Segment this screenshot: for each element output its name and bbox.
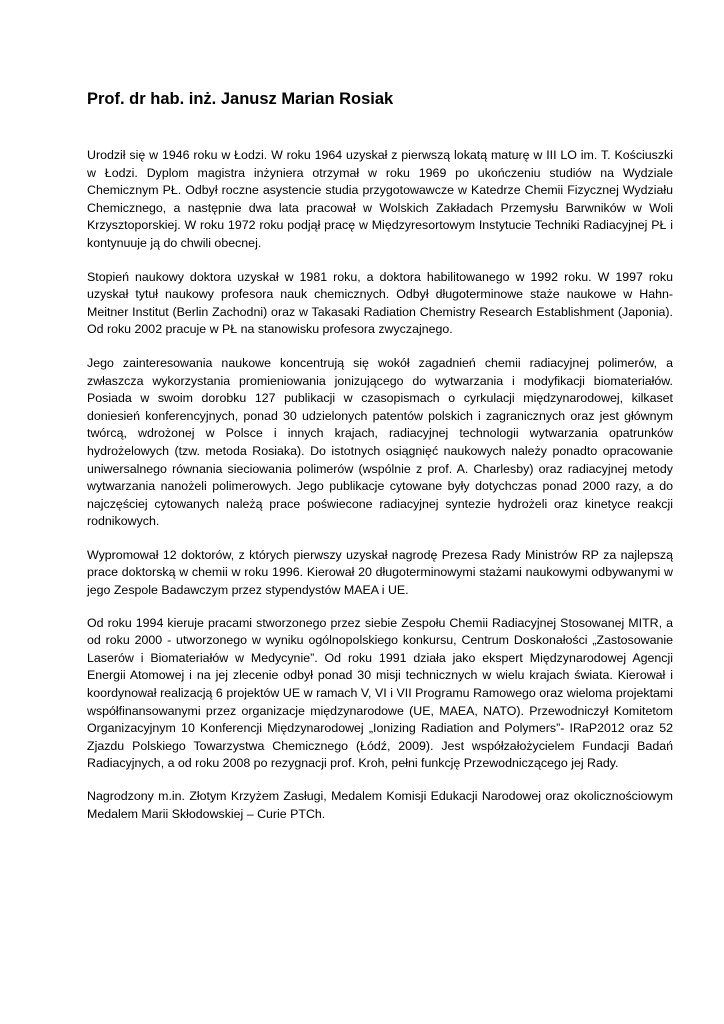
paragraph-doctoral-students: Wypromował 12 doktorów, z których pierwszy uzyskał nagrodę Prezesa Rady Ministrów RP za najlepszą prace doktorską w chemii w roku 1996. Kierował 20 długoterminowymi stażami naukowymi odbywanymi w jego Zespole Badawczym przez stypendystów MAEA i UE. [87,547,673,598]
paragraph-leadership-roles: Od roku 1994 kieruje pracami stworzonego przez siebie Zespołu Chemii Radiacyjnej Stosowanej MITR, a od roku 2000 - utworzonego w wyniku ogólnopolskiego konkursu, Centrum Doskonałości „Zastosowanie Laserów i Biomateriałów w Medycynie”. Od roku 1991 działa jako ekspert Międzynarodowej Agencji Energii Atomowej i na jej zlecenie odbył ponad 30 misji technicznych w wielu krajach świata. Kierował i koordynował realizacją 6 projektów UE w ramach V, VI i VII Programu Ramowego oraz wieloma projektami współfinansowanymi przez organizacje międzynarodowe (UE, MAEA, NATO). Przewodniczył Komitetom Organizacyjnym 10 Konferencji Międzynarodowej „Ionizing Radiation and Polymers”- IRaP2012 oraz 52 Zjazdu Polskiego Towarzystwa Chemicznego (Łódź, 2009). Jest współzałożycielem Fundacji Badań Radiacyjnych, a od roku 2008 po rezygnacji prof. Kroh, pełni funkcję Przewodniczącego jej Rady. [87,615,673,771]
document-page [87,88,673,839]
paragraph-awards: Nagrodzony m.in. Złotym Krzyżem Zasługi, Medalem Komisji Edukacji Narodowej oraz okolicznościowym Medalem Marii Skłodowskiej – Curie PTCh. [87,789,673,821]
paragraph-biography-early-life: Urodził się w 1946 roku w Łodzi. W roku 1964 uzyskał z pierwszą lokatą maturę w III LO im. T. Kościuszki w Łodzi. Dyplom magistra inżyniera otrzymał w roku 1969 po ukończeniu studiów na Wydziale Chemicznym PŁ. Odbył roczne asystencie studia przygotowawcze w Katedrze Chemii Fizycznej Wydziału Chemicznego, a następnie dwa lata pracował w Wolskich Zakładach Przemysłu Barwników w Woli Krzysztoporskiej. W roku 1972 roku podjął pracę w Międzyresortowym Instytucie Techniki Radiacyjnej PŁ i kontynuuje ją do chwili obecnej. [87,148,673,250]
paragraph-research-interests: Jego zainteresowania naukowe koncentrują się wokół zagadnień chemii radiacyjnej polimerów, a zwłaszcza wykorzystania promieniowania jonizującego do wytwarzania i modyfikacji biomateriałów. Posiada w swoim dorobku 127 publikacji w czasopismach o cyrkulacji międzynarodowej, kilkaset doniesień konferencyjnych, ponad 30 udzielonych patentów polskich i zagranicznych oraz jest głównym twórcą, wdrożonej w Polsce i innych krajach, radiacyjnej technologii wytwarzania opatrunków hydrożelowych (tzw. metoda Rosiaka). Do istotnych osiągnięć naukowych należy ponadto opracowanie uniwersalnego równania sieciowania polimerów (wspólnie z prof. A. Charlesby) oraz radiacyjnej metody wytwarzania nanożeli polimerowych. Jego publikacje cytowane były dotychczas ponad 2000 razy, a do najczęściej cytowanych należą prace poświecone radiacyjnej syntezie hydrożeli oraz kinetyce reakcji rodnikowych. [87,355,673,529]
document-title: Prof. dr hab. inż. Janusz Marian Rosiak [87,90,394,108]
paragraph-academic-degrees: Stopień naukowy doktora uzyskał w 1981 roku, a doktora habilitowanego w 1992 roku. W 1997 roku uzyskał tytuł naukowy profesora nauk chemicznych. Odbył długoterminowe staże naukowe w Hahn-Meitner Institut (Berlin Zachodni) oraz w Takasaki Radiation Chemistry Research Establishment (Japonia). Od roku 2002 pracuje w PŁ na stanowisku profesora zwyczajnego. [87,269,673,337]
